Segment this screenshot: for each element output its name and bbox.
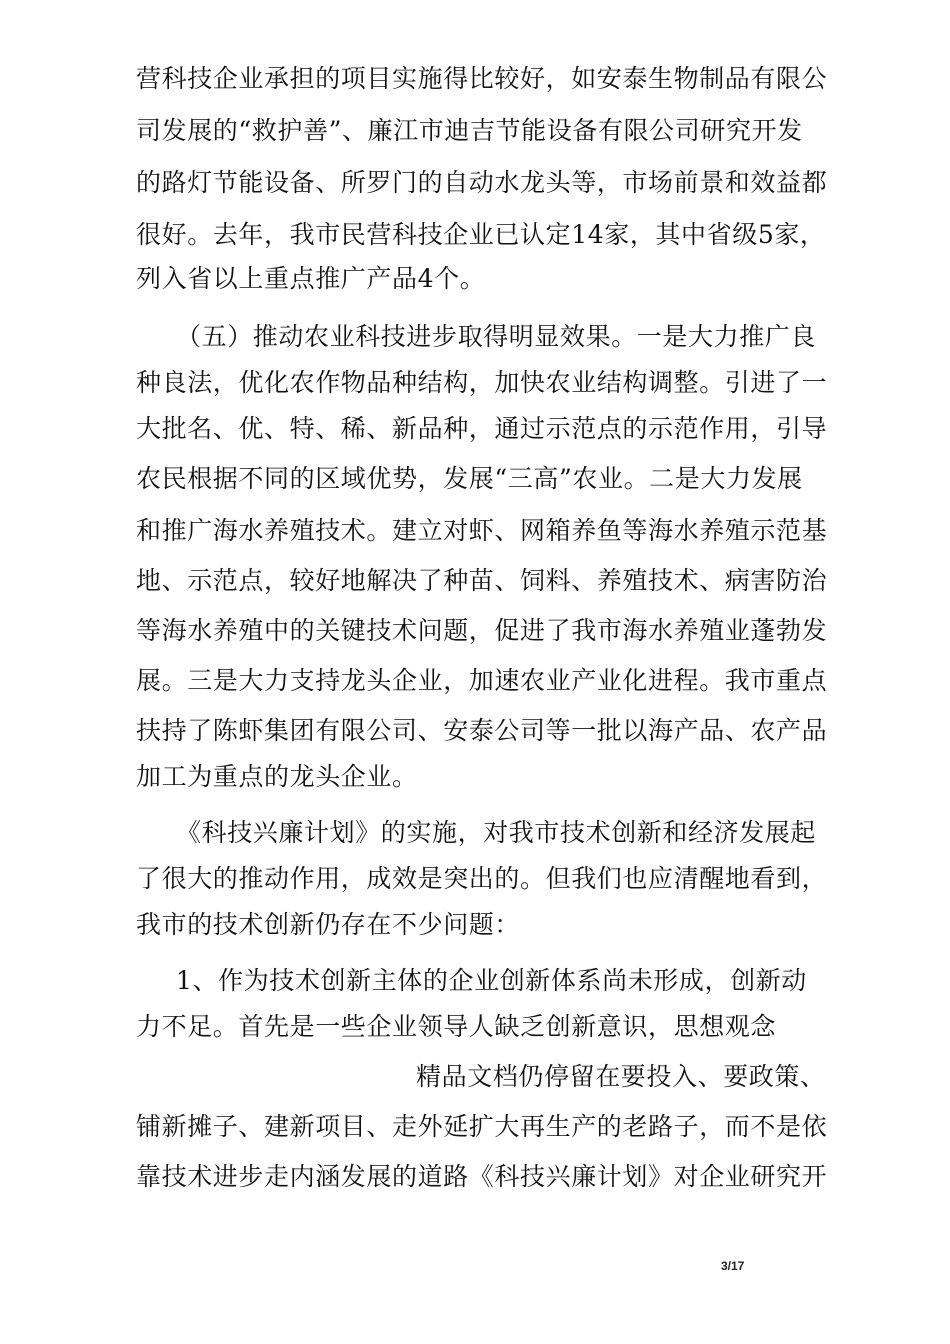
text-line: 了很大的推动作用，成效是突出的。但我们也应清醒地看到， bbox=[136, 864, 828, 893]
text-line: 地、示范点，较好地解决了种苗、饲料、养殖技术、病害防治 bbox=[136, 566, 828, 595]
text-line: 加工为重点的龙头企业。 bbox=[136, 762, 418, 791]
text-line: 靠技术进步走内涵发展的道路《科技兴廉计划》对企业研究开 bbox=[136, 1162, 828, 1191]
paragraph-first-line: 1、作为技术创新主体的企业创新体系尚未形成，创新动 bbox=[176, 966, 807, 995]
text-line: 列入省以上重点推广产品4个。 bbox=[136, 264, 486, 293]
page-number: 3/17 bbox=[721, 1259, 745, 1273]
text-line: 等海水养殖中的关键技术问题，促进了我市海水养殖业蓬勃发 bbox=[136, 616, 828, 645]
paragraph-first-line: 《科技兴廉计划》的实施，对我市技术创新和经济发展起 bbox=[176, 818, 817, 847]
paragraph-first-line: （五）推动农业科技进步取得明显效果。一是大力推广良 bbox=[176, 322, 817, 351]
text-line: 我市的技术创新仍存在不少问题： bbox=[136, 910, 521, 939]
text-line: 和推广海水养殖技术。建立对虾、网箱养鱼等海水养殖示范基 bbox=[136, 516, 828, 545]
text-line: 展。三是大力支持龙头企业，加速农业产业化进程。我市重点 bbox=[136, 666, 828, 695]
text-line: 的路灯节能设备、所罗门的自动水龙头等，市场前景和效益都 bbox=[136, 168, 828, 197]
text-line: 精品文档仍停留在要投入、要政策、 bbox=[416, 1062, 826, 1091]
text-line: 力不足。首先是一些企业领导人缺乏创新意识，思想观念 bbox=[136, 1012, 777, 1041]
text-line: 种良法，优化农作物品种结构，加快农业结构调整。引进了一 bbox=[136, 368, 828, 397]
text-line: 司发展的“救护善”、廉江市迪吉节能设备有限公司研究开发 bbox=[136, 116, 803, 145]
text-line: 营科技企业承担的项目实施得比较好，如安泰生物制品有限公 bbox=[136, 64, 828, 93]
text-line: 扶持了陈虾集团有限公司、安泰公司等一批以海产品、农产品 bbox=[136, 716, 828, 745]
text-line: 很好。去年，我市民营科技企业已认定14家，其中省级5家， bbox=[136, 220, 826, 249]
text-line: 大批名、优、特、稀、新品种，通过示范点的示范作用，引导 bbox=[136, 414, 828, 443]
text-line: 农民根据不同的区域优势，发展“三高”农业。二是大力发展 bbox=[136, 464, 803, 493]
text-line: 铺新摊子、建新项目、走外延扩大再生产的老路子，而不是依 bbox=[136, 1112, 828, 1141]
